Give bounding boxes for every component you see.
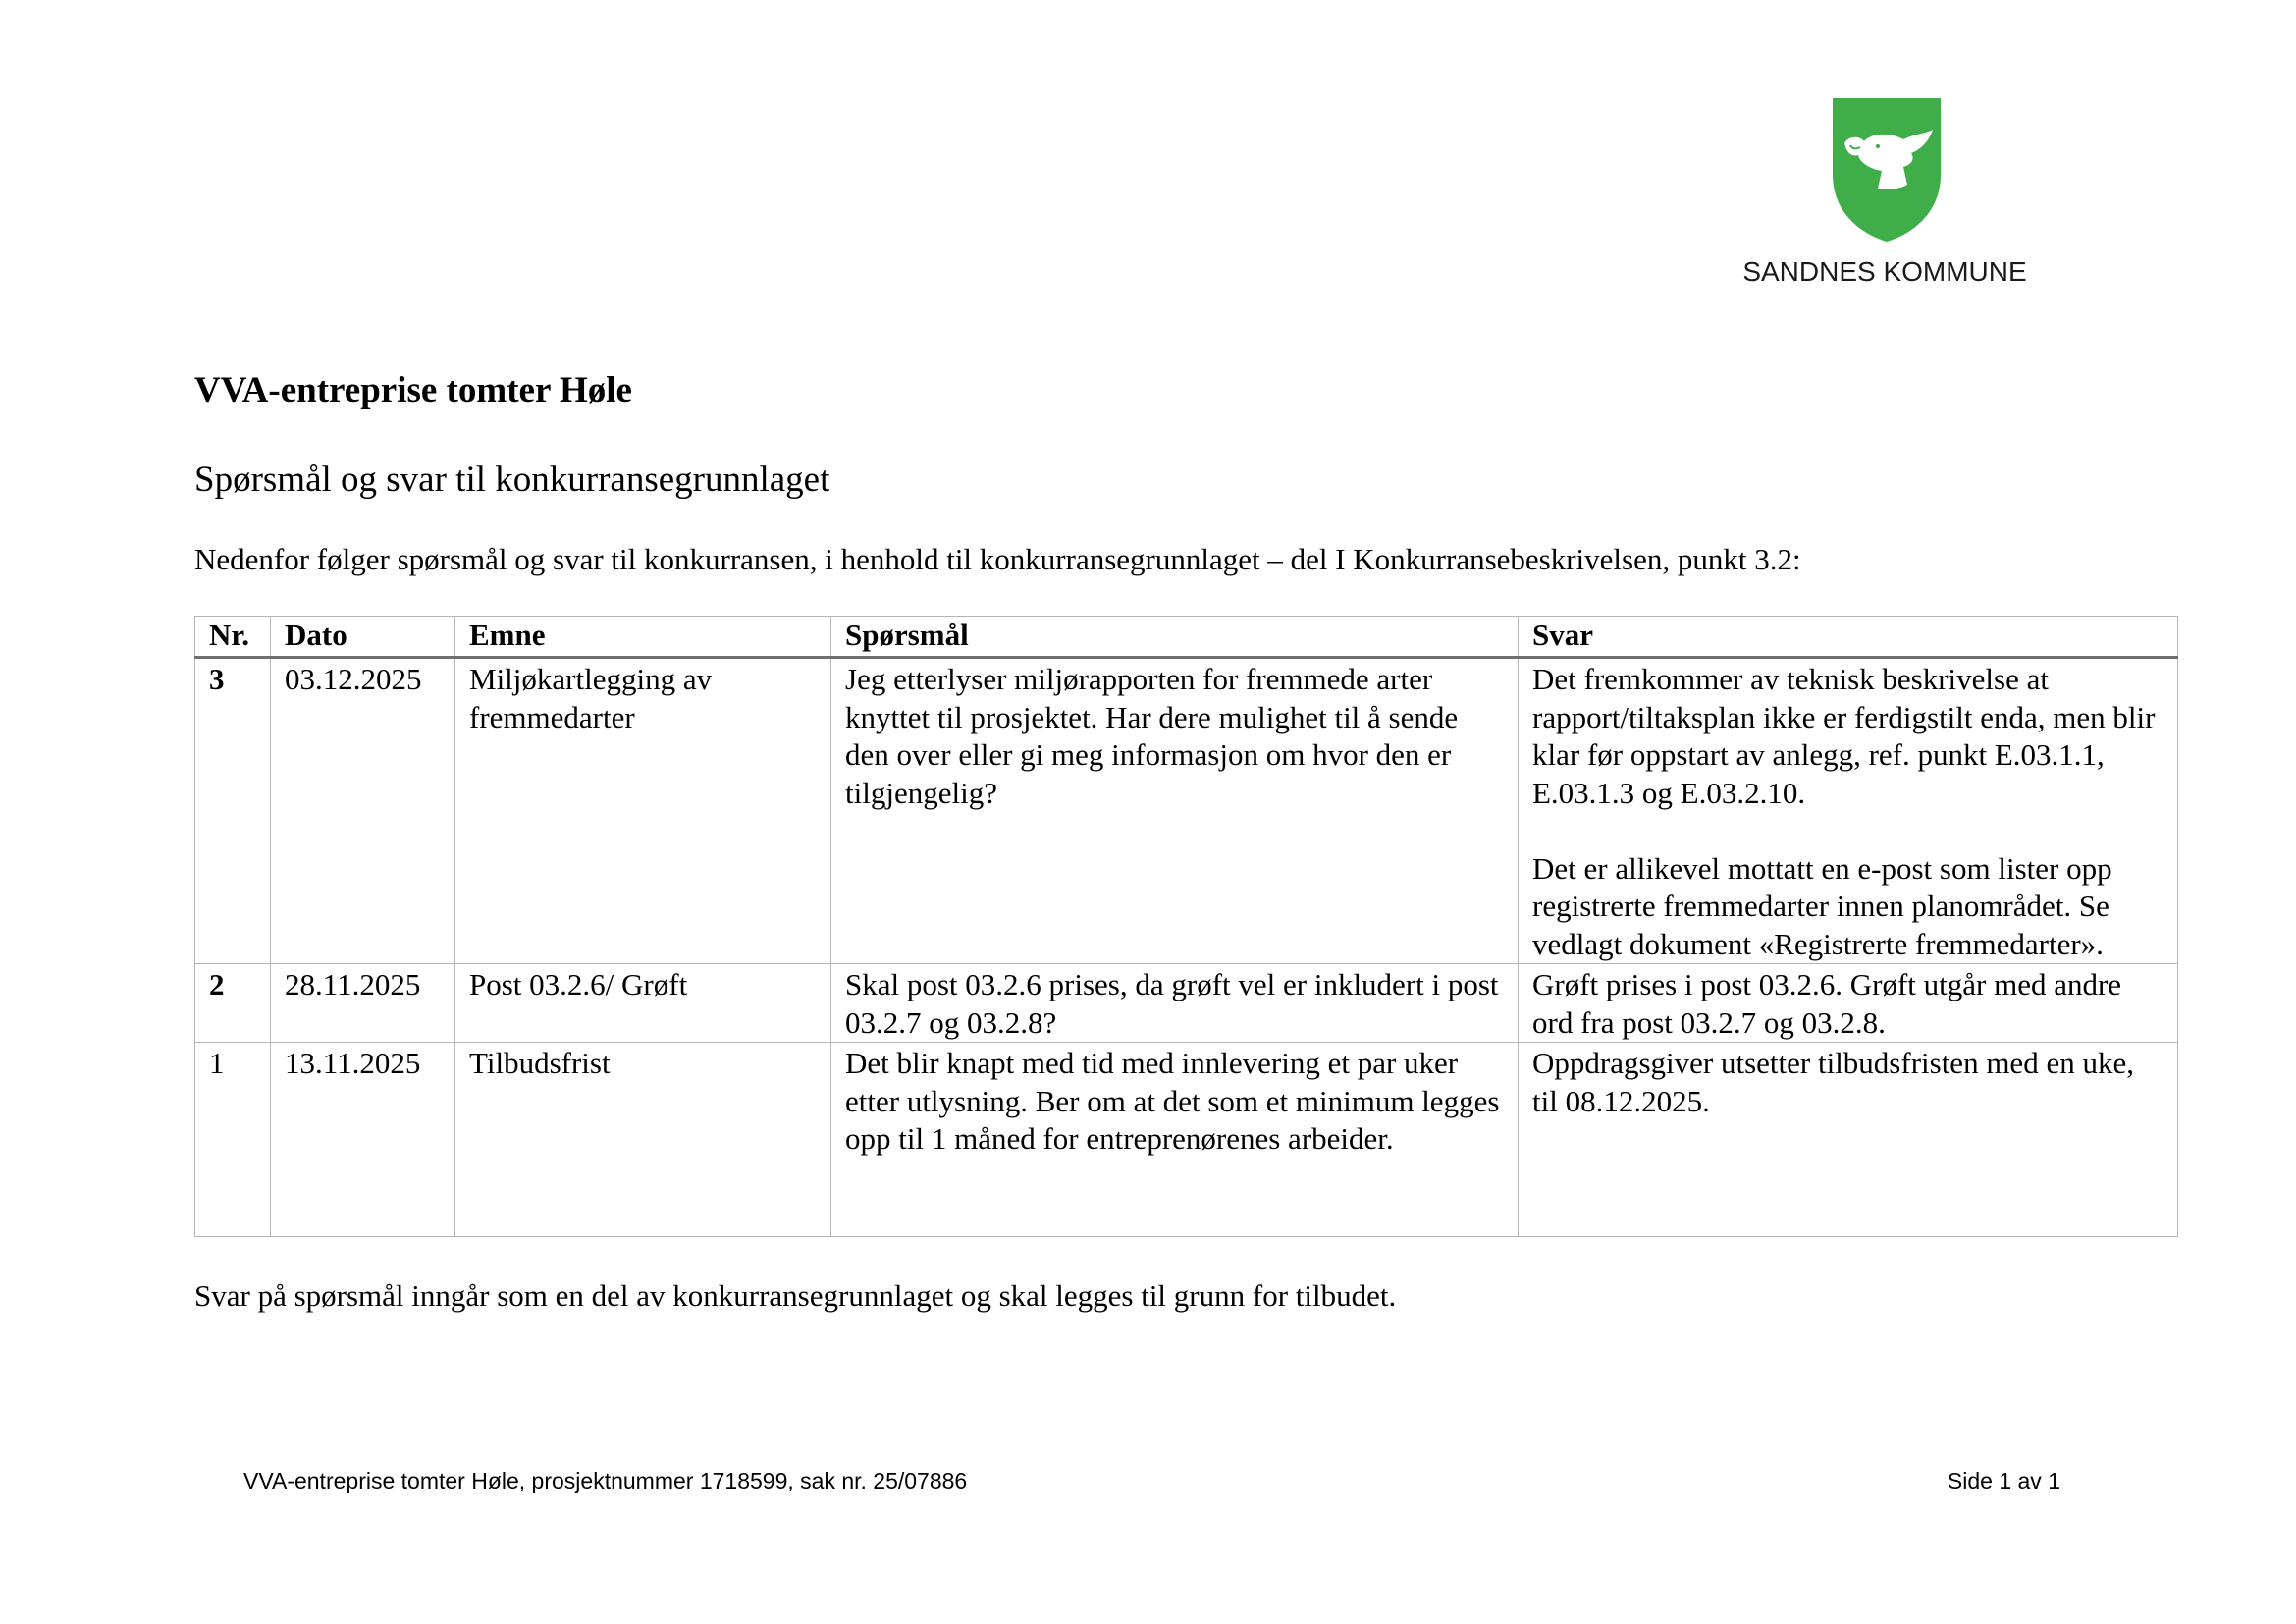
cell-emne: Post 03.2.6/ Grøft [455,964,831,1043]
cell-emne: Tilbudsfrist [455,1043,831,1237]
shield-icon [1831,96,1943,244]
cell-sporsmal: Det blir knapt med tid med innlevering et par uker etter utlysning. Ber om at det som et minimum legges opp til 1 måned for entreprenørenes arbeider. [831,1043,1519,1237]
outro-paragraph: Svar på spørsmål inngår som en del av konkurransegrunnlaget og skal legges til grunn for tilbudet. [194,1278,1397,1313]
intro-paragraph: Nedenfor følger spørsmål og svar til konkurransen, i henhold til konkurransegrunnlaget – del I Konkurransebeskrivelsen, punkt 3.2: [194,542,1801,576]
cell-svar [1519,658,2178,964]
header-dato: Dato [271,617,455,658]
cell-nr: 3 [195,658,271,964]
cell-dato: 03.12.2025 [271,658,455,964]
header-sporsmal: Spørsmål [831,617,1519,658]
cell-sporsmal: Skal post 03.2.6 prises, da grøft vel er inkludert i post 03.2.7 og 03.2.8? [831,964,1519,1043]
header-svar: Svar [1519,617,2178,658]
cell-svar: Grøft prises i post 03.2.6. Grøft utgår med andre ord fra post 03.2.7 og 03.2.8. [1519,964,2178,1043]
table-row [195,658,2178,964]
cell-sporsmal: Jeg etterlyser miljørapporten for fremmede arter knyttet til prosjektet. Har dere mulighet til å sende den over eller gi meg informasjon om hvor den er tilgjengelig? [831,658,1519,964]
logo-text: SANDNES KOMMUNE [1742,256,2027,287]
document-title: VVA-entreprise tomter Høle [194,370,632,410]
header-emne: Emne [455,617,831,658]
table-row [195,1043,2178,1237]
qa-table [194,616,2178,1237]
cell-svar: Oppdragsgiver utsetter tilbudsfristen med en uke, til 08.12.2025. [1519,1043,2178,1237]
cell-dato: 13.11.2025 [271,1043,455,1237]
document-subtitle: Spørsmål og svar til konkurransegrunnlaget [194,460,830,500]
table-header-row [195,617,2178,658]
cell-emne: Miljøkartlegging av fremmedarter [455,658,831,964]
table-row [195,964,2178,1043]
svar-paragraph: Det fremkommer av teknisk beskrivelse at rapport/tiltaksplan ikke er ferdigstilt enda, men blir klar før oppstart av anlegg, ref. punkt E.03.1.1, E.03.1.3 og E.03.2.10. [1532,662,2156,810]
footer-project-info: VVA-entreprise tomter Høle, prosjektnummer 1718599, sak nr. 25/07886 [243,1468,968,1493]
cell-nr: 1 [195,1043,271,1237]
footer-page-number: Side 1 av 1 [1947,1468,2060,1493]
header-nr: Nr. [195,617,271,658]
svar-paragraph: Det er allikevel mottatt en e-post som lister opp registrerte fremmedarter innen planområdet. Se vedlagt dokument «Registrerte fremmedarter». [1532,850,2112,961]
sandnes-kommune-logo [1737,93,2032,299]
cell-dato: 28.11.2025 [271,964,455,1043]
cell-nr: 2 [195,964,271,1043]
